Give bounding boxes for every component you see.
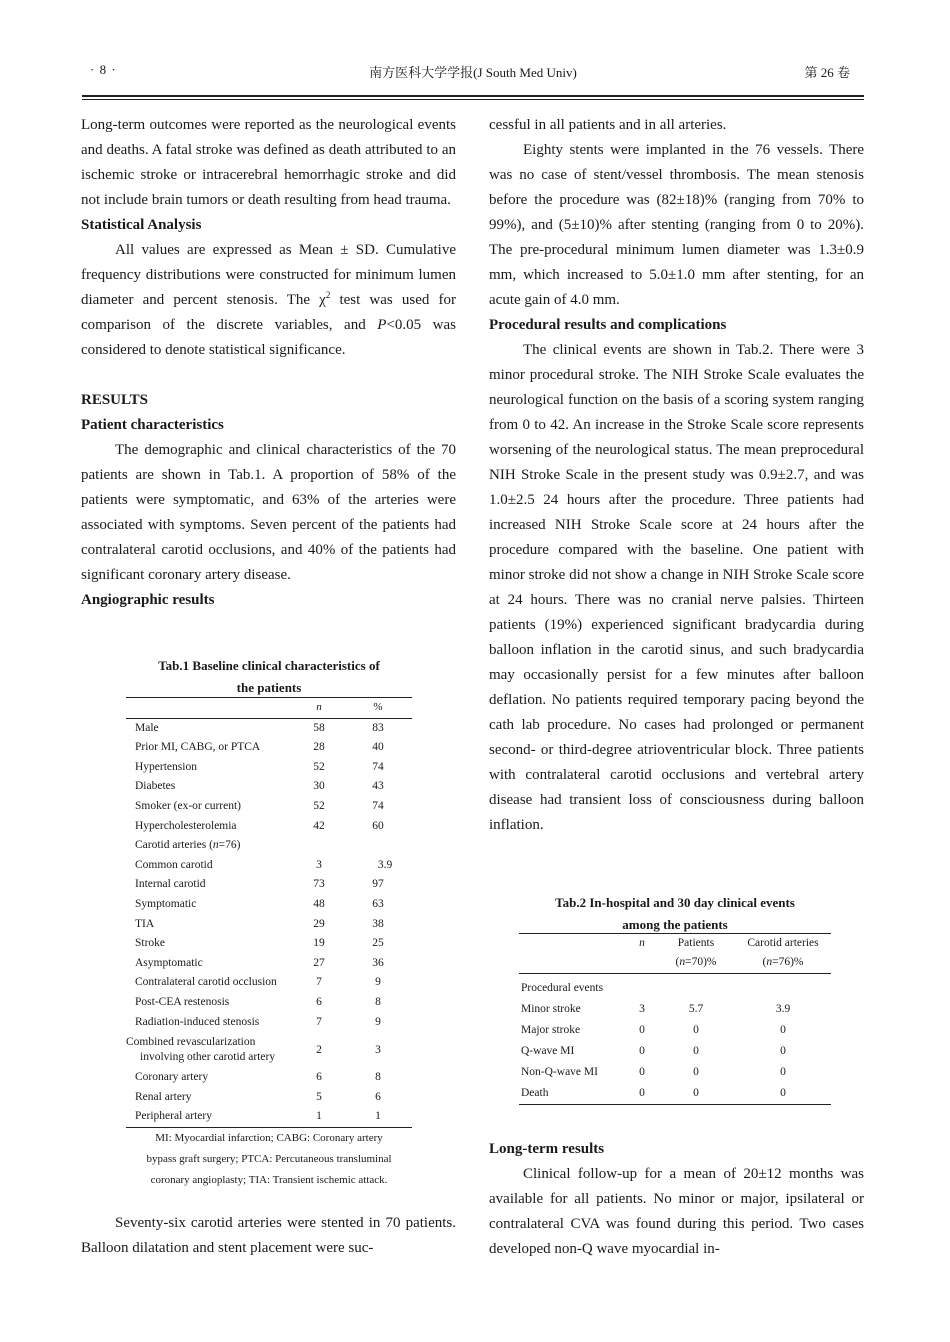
table-row: Non-Q-wave MI 0 0 0: [521, 1066, 786, 1078]
table-row: Stroke 19 25: [135, 937, 384, 950]
heading-patient-characteristics: Patient characteristics: [81, 417, 224, 433]
paragraph-patient-characteristics: The demographic and clinical characteristics of the 70 patients are shown in Tab.1. A proportion of 58% of the patients were symptomatic, and 63% of the arteries were associated with symptoms. Seven percent of the patients had contralateral carotid occlusions, and 40% of the patients had significant coronary artery disease.: [81, 442, 456, 583]
paragraph-long-term-outcomes: Long-term outcomes were reported as the neurological events and deaths. A fatal stroke was defined as death attributed to an ischemic stroke or intracerebral hemorrhagic stroke and did not include brain tumors or death resulting from head trauma.: [81, 117, 456, 208]
heading-angiographic-results: Angiographic results: [81, 592, 215, 608]
right-column: [489, 113, 864, 838]
table2-caption: Tab.2 In-hospital and 30 day clinical events among the patients: [555, 895, 795, 932]
paragraph-successful: cessful in all patients and in all arteries.: [489, 117, 727, 133]
table-row: TIA 29 38: [135, 917, 384, 930]
heading-results: RESULTS: [81, 392, 148, 408]
table-row: Radiation-induced stenosis 7 9: [135, 1015, 381, 1028]
table1-caption: Tab.1 Baseline clinical characteristics of the patients: [158, 658, 380, 695]
table2: [519, 933, 831, 1105]
header-rule-thin: [82, 99, 864, 100]
table2-sub-patients: (n=70)%: [657, 952, 735, 974]
table-row: Major stroke 0 0 0: [521, 1024, 786, 1036]
running-header: [82, 62, 864, 82]
table-row: Coronary artery 6 8: [135, 1071, 381, 1084]
table-row: Diabetes 30 43: [135, 780, 384, 793]
table-row: Symptomatic 48 63: [135, 897, 384, 910]
table1: [126, 697, 412, 1128]
table-row: Prior MI, CABG, or PTCA 28 40: [135, 741, 384, 754]
heading-long-term-results: Long-term results: [489, 1141, 605, 1157]
table-row: Contralateral carotid occlusion 7 9: [135, 976, 381, 989]
table1-col-n: n: [294, 698, 344, 719]
left-column: [81, 113, 456, 613]
paragraph-follow-up: Clinical follow-up for a mean of 20±12 months was available for all patients. No minor or major, ipsilateral or contralateral CVA was found during this period. Two cases developed non-Q wave myocardial in-: [489, 1166, 864, 1257]
paragraph-stents: Eighty stents were implanted in the 76 vessels. There was no case of stent/vessel thrombosis. The mean stenosis before the procedure was (82±18)% (ranging from 70% to 99%), and (5±10)% after stenting (ranging from 0 to 20%). The pre-procedural minimum lumen diameter was 1.3±0.9 mm, which increased to 5.0±1.0 mm after stenting, for an acute gain of 4.0 mm.: [489, 142, 864, 308]
paragraph-clinical-events: The clinical events are shown in Tab.2. There were 3 minor procedural stroke. The NIH Stroke Scale evaluates the neurological function on the basis of a scoring system ranging from 0 to 42. An increase in the Stroke Scale score represents worsening of the neurological status. The mean preprocedural NIH Stroke Scale in the present study was 0.9±2.7, and was 1.0±2.5 24 hours after the procedure. Three patients had increased NIH Stroke Scale score at 24 hours after the procedure compared with the baseline. One patient with minor stroke did not show a change in NIH Stroke Scale score at 24 hours. There was no cranial nerve palsies. Thirteen patients (19%) experienced significant bradycardia during balloon inflation in the carotid sinus, and such bradycardia may occasionally persist for a few minutes after balloon deflation. No patients required temporary pacing beyond the cath lab procedure. No cases had prolonged or permanent second- or third-degree atrioventricular block. Three patients with contralateral carotid occlusions and vertebral artery disease had transient loss of consciousness during balloon inflation.: [489, 342, 864, 833]
table2-header-row: [519, 934, 831, 953]
table-row: Post-CEA restenosis 6 8: [135, 995, 381, 1008]
right-column-bottom: [489, 1137, 864, 1262]
table1-col-pct: %: [344, 698, 412, 719]
table-row: Hypertension 52 74: [135, 760, 384, 773]
table-row: Combined revascularization involving other carotid artery 2 3: [126, 1036, 381, 1064]
table-row: Hypercholesterolemia 42 60: [135, 819, 384, 832]
table-row: Minor stroke 3 5.7 3.9: [521, 1003, 791, 1015]
table-row: Male 58 83: [135, 721, 384, 734]
volume-label: 第 26 卷: [804, 65, 850, 80]
table-row: Smoker (ex-or current) 52 74: [135, 799, 384, 812]
journal-title: 南方医科大学学报(J South Med Univ): [369, 65, 577, 80]
table2-sub-arteries: (n=76)%: [735, 952, 831, 974]
table2-col-patients: Patients: [677, 937, 715, 949]
heading-statistical-analysis: Statistical Analysis: [81, 217, 202, 233]
table2-col-arteries: Carotid arteries: [747, 937, 819, 949]
paragraph-stenting: Seventy-six carotid arteries were stented in 70 patients. Balloon dilatation and stent placement were suc-: [81, 1215, 456, 1256]
table1-header-row: [126, 698, 412, 719]
table-row: Carotid arteries (n=76): [135, 839, 241, 852]
table-row: Common carotid 3 3.9: [135, 858, 393, 871]
heading-procedural-results: Procedural results and complications: [489, 317, 727, 333]
table-row: Death 0 0 0: [521, 1087, 786, 1099]
table1-footnote: MI: Myocardial infarction; CABG: Coronary artery bypass graft surgery; PTCA: Percutaneous transluminal coronary angioplasty; TIA: Transient ischemic attack.: [146, 1132, 392, 1186]
table-row: Peripheral artery 1 1: [135, 1110, 381, 1123]
table2-subheader-row: [519, 952, 831, 974]
table-row: Asymptomatic 27 36: [135, 956, 384, 969]
table2-col-n: n: [639, 937, 645, 949]
table-row: Internal carotid 73 97: [135, 878, 384, 891]
table2-section-row: Procedural events: [521, 982, 604, 994]
table-row: Renal artery 5 6: [135, 1090, 381, 1103]
left-column-bottom: [81, 1211, 456, 1261]
header-rule-thick: [82, 95, 864, 97]
page-number: · 8 ·: [90, 62, 117, 77]
paragraph-statistics: All values are expressed as Mean ± SD. Cumulative frequency distributions were constructed for minimum lumen diameter and percent stenosis. The $\chi^2$ test was used for comparison of the discrete variables, and P<0.05 was considered to denote statistical significance.: [81, 242, 456, 358]
table-row: Q-wave MI 0 0 0: [521, 1045, 786, 1057]
